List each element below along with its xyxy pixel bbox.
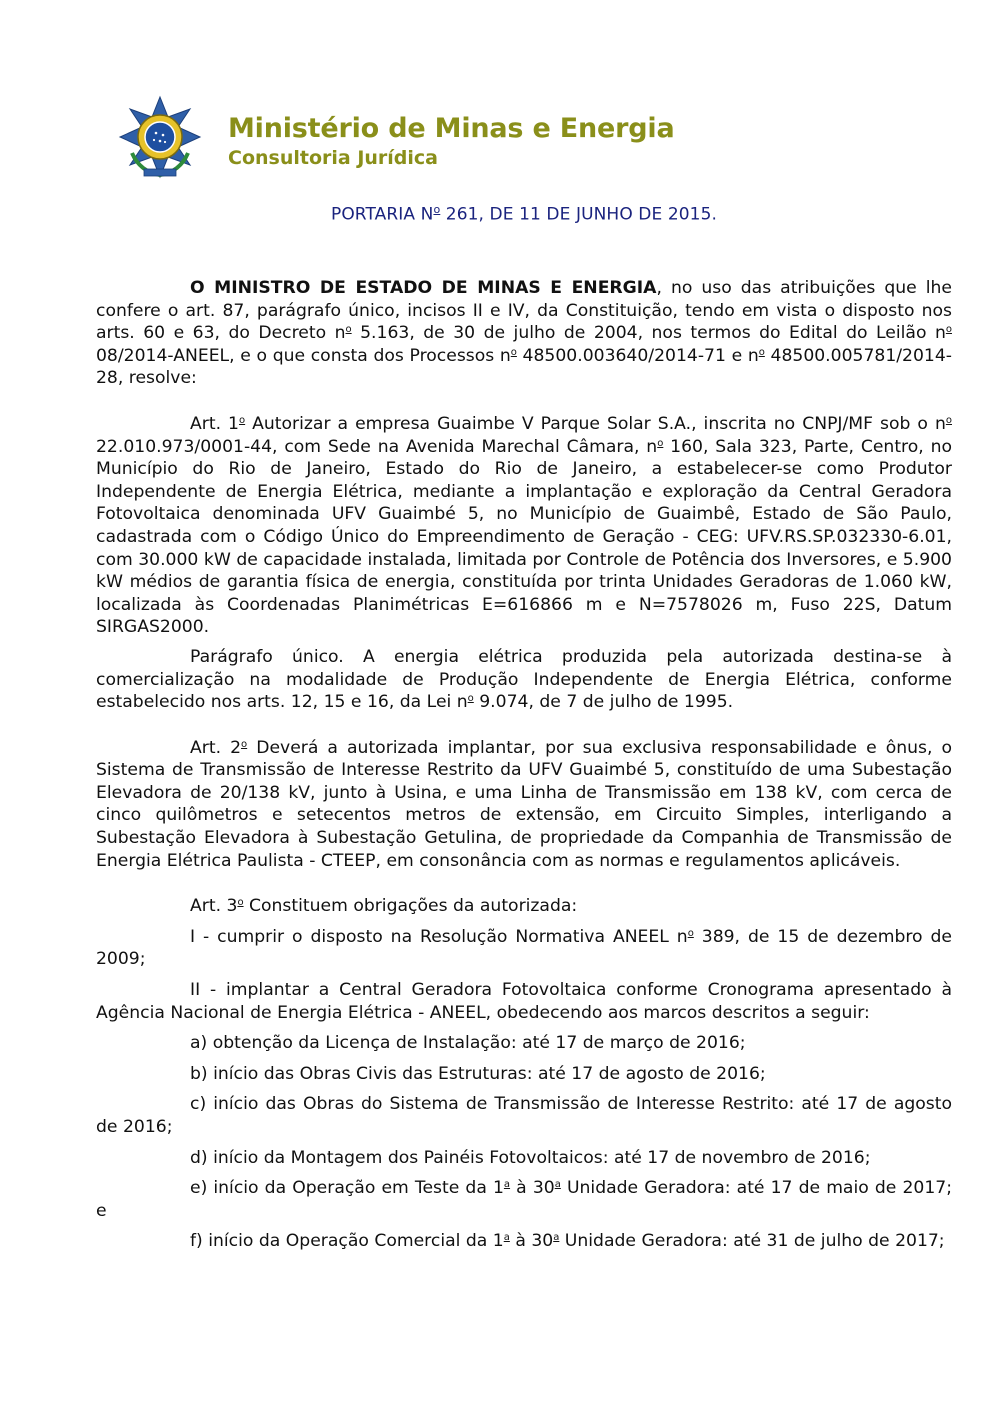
item-e-paragraph: e) início da Operação em Teste da 1$^a$ à 30$^a$ Unidade Geradora: até 17 de maio de 2017; e <box>96 1178 952 1221</box>
office-name: Consultoria Jurídica <box>228 147 439 169</box>
inciso-1-paragraph: I - cumprir o disposto na Resolução Normativa ANEEL $n^o$ 389, de 15 de dezembro de 2009; <box>96 926 952 970</box>
letterhead <box>118 95 718 185</box>
item-b-paragraph: b) início das Obras Civis das Estruturas: até 17 de agosto de 2016; <box>190 1063 766 1084</box>
item-c-paragraph: c) início das Obras do Sistema de Transmissão de Interesse Restrito: até 17 de agosto de 2016; <box>96 1094 952 1137</box>
article-3-paragraph: Art. 3$^o$ Constituem obrigações da autorizada: <box>190 896 578 917</box>
document-title: PORTARIA $N^o$ 261, DE 11 DE JUNHO DE 2015. <box>330 203 718 225</box>
inciso-2-paragraph: II - implantar a Central Geradora Fotovoltaica conforme Cronograma apresentado à Agência Nacional de Energia Elétrica - ANEEL, obedecendo aos marcos descritos a seguir: <box>96 980 952 1023</box>
brazil-coat-of-arms-icon <box>118 95 202 179</box>
item-d-paragraph: d) início da Montagem dos Painéis Fotovoltaicos: até 17 de novembro de 2016; <box>190 1147 871 1168</box>
article-2-paragraph: Art. 2$^o$ Deverá a autorizada implantar, por sua exclusiva responsabilidade e ônus, o Sistema de Transmissão de Interesse Restrito da UFV Guaimbé 5, constituído de uma Subestação Elevadora de 20/138 kV, junto à Usina, e uma Linha de Transmissão em 138 kV, com cerca de cinco quilômetros e setecentos metros de extensão, em Circuito Simples, interligando a Subestação Elevadora à Subestação Getulina, de propriedade da Companhia de Transmissão de Energia Elétrica Paulista - CTEEP, em consonância com as normas e regulamentos aplicáveis. <box>96 737 952 871</box>
article-1-paragraph: Art. 1$^o$ Autorizar a empresa Guaimbe V Parque Solar S.A., inscrita no CNPJ/MF sob o $n^o$ 22.010.973/0001-44, com Sede na Avenida Marechal Câmara, $n^o$ 160, Sala 323, Parte, Centro, no Município do Rio de Janeiro, Estado do Rio de Janeiro, a estabelecer-se como Produtor Independente de Energia Elétrica, mediante a implantação e exploração da Central Geradora Fotovoltaica denominada UFV Guaimbé 5, no Município de Guaimbê, Estado de São Paulo, cadastrada com o Código Único do Empreendimento de Geração - CEG: UFV.RS.SP.032330-6.01, com 30.000 kW de capacidade instalada, limitada por Controle de Potência dos Inversores, e 5.900 kW médios de garantia física de energia, constituída por trinta Unidades Geradoras de 1.060 kW, localizada às Coordenadas Planimétricas E=616866 m e N=7578026 m, Fuso 22S, Datum SIRGAS2000. <box>96 413 952 638</box>
item-a-paragraph: a) obtenção da Licença de Instalação: até 17 de março de 2016; <box>190 1033 746 1054</box>
preamble-paragraph: O MINISTRO DE ESTADO DE MINAS E ENERGIA, no uso das atribuições que lhe confere o art. 87, parágrafo único, incisos II e IV, da Constituição, tendo em vista o disposto nos arts. 60 e 63, do Decreto $n^o$ 5.163, de 30 de julho de 2004, nos termos do Edital do Leilão $n^o$ 08/2014-ANEEL, e o que consta dos Processos $n^o$ 48500.003640/2014-71 e $n^o$ 48500.005781/2014-28, resolve: <box>96 278 952 389</box>
sole-paragraph: Parágrafo único. A energia elétrica produzida pela autorizada destina-se à comercialização na modalidade de Produção Independente de Energia Elétrica, conforme estabelecido nos arts. 12, 15 e 16, da Lei $n^o$ 9.074, de 7 de julho de 1995. <box>96 646 952 713</box>
item-f-paragraph: f) início da Operação Comercial da 1$^a$ à 30$^a$ Unidade Geradora: até 31 de julho de 2017; <box>190 1231 945 1252</box>
document-body <box>96 277 952 1253</box>
ministry-name: Ministério de Minas e Energia <box>228 113 675 144</box>
